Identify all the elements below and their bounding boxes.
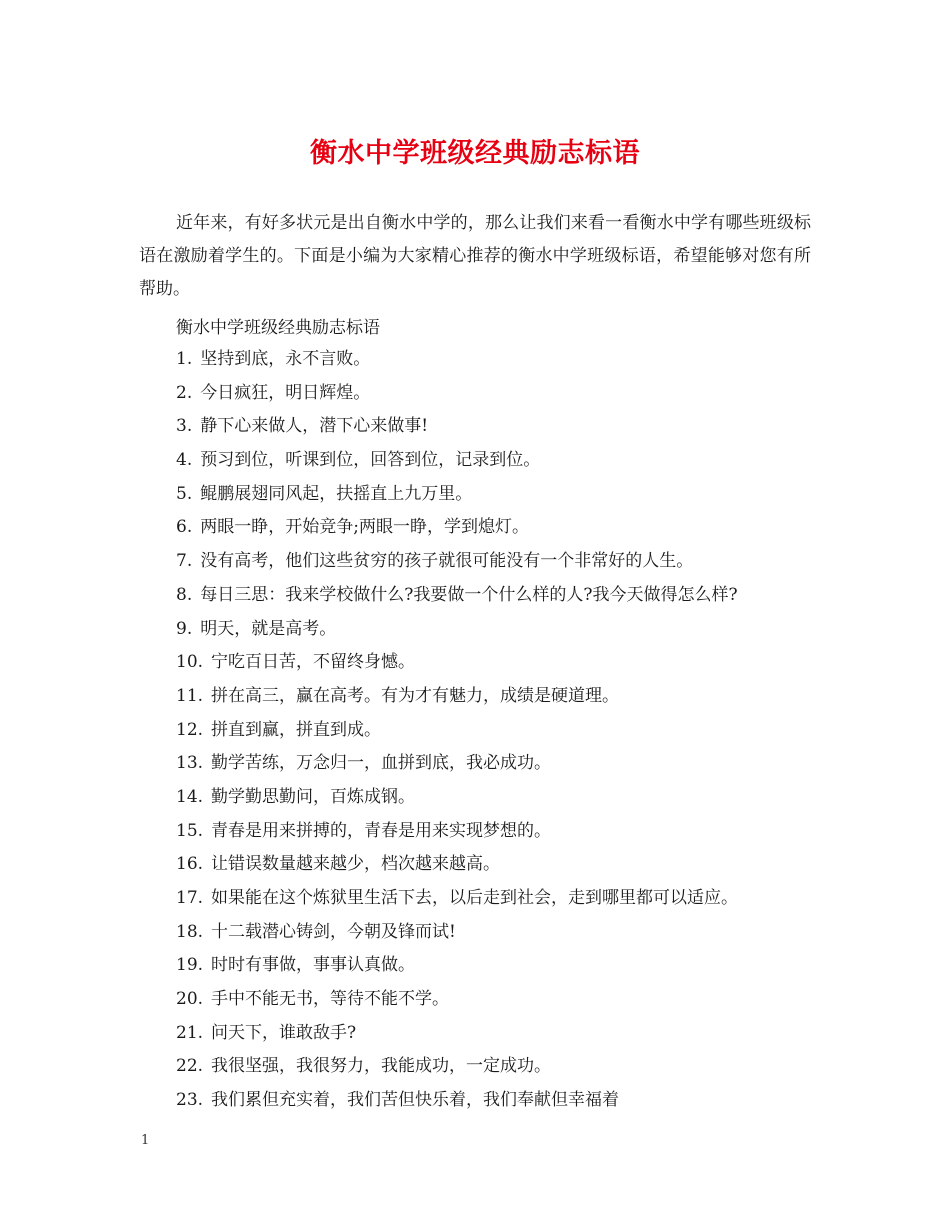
document-title: 衡水中学班级经典励志标语 <box>310 138 640 169</box>
list-item <box>176 714 738 748</box>
list-item <box>176 1084 738 1118</box>
list-item-text: 预习到位，听课到位，回答到位，记录到位。 <box>200 450 541 471</box>
list-item-number: 3. <box>176 416 193 437</box>
list-item-number: 16. <box>176 854 204 875</box>
intro-paragraph: 近年来，有好多状元是出自衡水中学的，那么让我们来看一看衡水中学有哪些班级标语在激励着学生的。下面是小编为大家精心推荐的衡水中学班级标语，希望能够对您有所帮助。 <box>139 213 811 299</box>
list-item-number: 9. <box>176 618 193 639</box>
list-item-number: 5. <box>176 483 193 504</box>
list-item-number: 18. <box>176 921 204 942</box>
list-item-number: 10. <box>176 652 204 673</box>
list-item <box>176 882 738 916</box>
list-item-text: 手中不能无书，等待不能不学。 <box>211 989 450 1010</box>
list-item <box>176 511 738 545</box>
list-item <box>176 579 738 613</box>
list-item-text: 每日三思：我来学校做什么?我要做一个什么样的人?我今天做得怎么样? <box>200 584 738 605</box>
list-item-number: 14. <box>176 786 204 807</box>
list-item <box>176 848 738 882</box>
list-item-text: 宁吃百日苦，不留终身憾。 <box>211 652 416 673</box>
list-item-number: 20. <box>176 989 204 1010</box>
list-item-text: 时时有事做，事事认真做。 <box>211 955 416 976</box>
list-item-number: 8. <box>176 584 193 605</box>
section-heading: 衡水中学班级经典励志标语 <box>176 318 380 338</box>
list-item-text: 我很坚强，我很努力，我能成功，一定成功。 <box>211 1056 552 1077</box>
list-item <box>176 377 738 411</box>
list-item-number: 13. <box>176 753 204 774</box>
list-item <box>176 410 738 444</box>
list-item <box>176 613 738 647</box>
list-item-text: 让错误数量越来越少，档次越来越高。 <box>211 854 501 875</box>
list-item-number: 19. <box>176 955 204 976</box>
list-item <box>176 444 738 478</box>
list-item-text: 十二载潜心铸剑，今朝及锋而试! <box>211 921 456 942</box>
list-item <box>176 1017 738 1051</box>
list-item-number: 21. <box>176 1022 204 1043</box>
list-item <box>176 343 738 377</box>
list-item <box>176 983 738 1017</box>
list-item-number: 11. <box>176 685 204 706</box>
list-item-text: 勤学苦练，万念归一，血拼到底，我必成功。 <box>211 753 552 774</box>
list-item-text: 拼直到赢，拼直到成。 <box>211 719 382 740</box>
list-item-number: 2. <box>176 382 193 403</box>
list-item <box>176 916 738 950</box>
list-item <box>176 747 738 781</box>
list-item <box>176 545 738 579</box>
list-item-text: 明天，就是高考。 <box>200 618 337 639</box>
list-item-text: 问天下，谁敢敌手? <box>211 1022 357 1043</box>
list-item-text: 鲲鹏展翅同风起，扶摇直上九万里。 <box>200 483 473 504</box>
list-item <box>176 1050 738 1084</box>
list-item-text: 坚持到底，永不言败。 <box>200 349 371 369</box>
list-item-text: 没有高考，他们这些贫穷的孩子就很可能没有一个非常好的人生。 <box>200 551 694 572</box>
list-item-text: 青春是用来拼搏的，青春是用来实现梦想的。 <box>211 820 552 841</box>
list-item-text: 我们累但充实着，我们苦但快乐着，我们奉献但幸福着 <box>211 1090 620 1111</box>
list-item-number: 15. <box>176 820 204 841</box>
list-item-text: 两眼一睁，开始竞争;两眼一睁，学到熄灯。 <box>200 517 529 538</box>
list-item <box>176 815 738 849</box>
list-item-number: 6. <box>176 517 193 538</box>
slogan-list <box>176 343 738 1118</box>
list-item <box>176 781 738 815</box>
list-item-text: 静下心来做人，潜下心来做事! <box>200 416 429 437</box>
list-item-text: 勤学勤思勤问，百炼成钢。 <box>211 786 416 807</box>
list-item-number: 23. <box>176 1090 204 1111</box>
list-item <box>176 646 738 680</box>
list-item-text: 今日疯狂，明日辉煌。 <box>200 382 371 403</box>
list-item <box>176 680 738 714</box>
list-item-text: 如果能在这个炼狱里生活下去，以后走到社会，走到哪里都可以适应。 <box>211 888 739 908</box>
list-item <box>176 478 738 512</box>
list-item-text: 拼在高三，赢在高考。有为才有魅力，成绩是硬道理。 <box>211 685 620 706</box>
list-item-number: 4. <box>176 450 193 471</box>
list-item-number: 22. <box>176 1056 204 1077</box>
list-item <box>176 949 738 983</box>
list-item-number: 12. <box>176 719 204 740</box>
list-item-number: 1. <box>176 349 193 369</box>
page-number: 1 <box>141 1133 150 1148</box>
list-item-number: 7. <box>176 551 193 572</box>
list-item-number: 17. <box>176 888 204 908</box>
